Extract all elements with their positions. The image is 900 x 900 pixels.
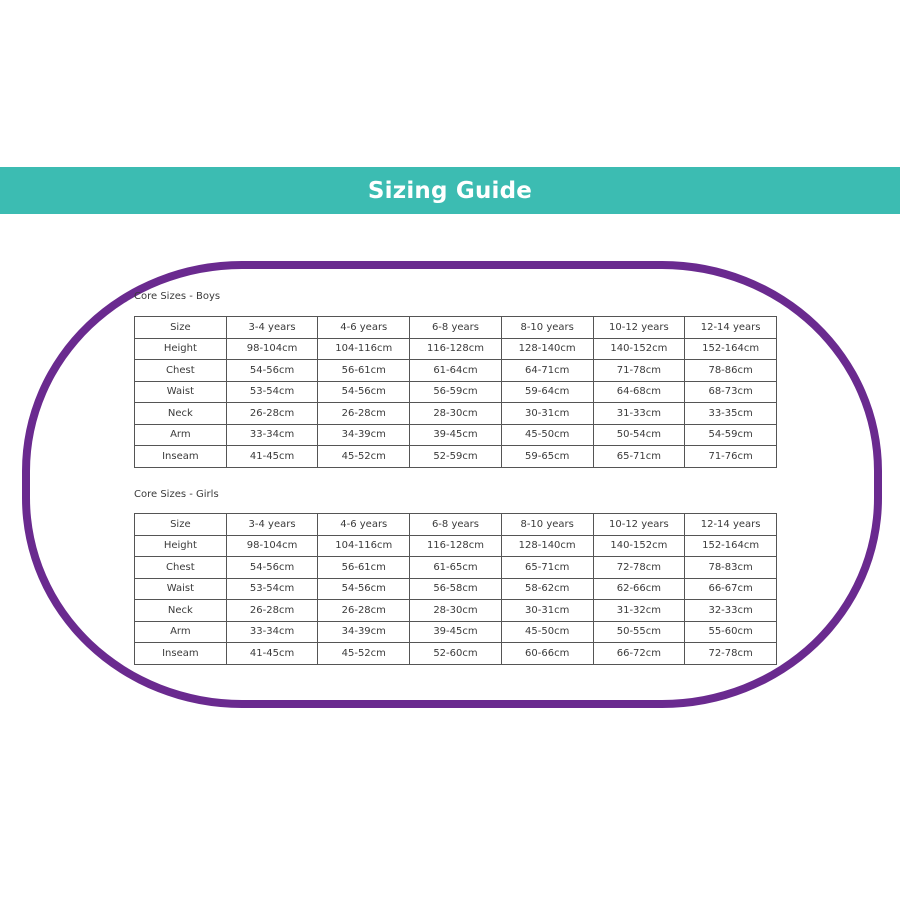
table-cell: 28-30cm [410,403,502,425]
row-label-cell: Arm [135,424,227,446]
table-cell: 30-31cm [501,403,593,425]
table-row [135,338,777,360]
header-cell: 6-8 years [410,514,502,536]
table-cell: 140-152cm [593,535,685,557]
table-cell: 56-58cm [410,578,502,600]
table-cell: 45-52cm [318,446,410,468]
table-cell: 50-54cm [593,424,685,446]
page-title: Sizing Guide [367,177,533,204]
table-cell: 26-28cm [318,600,410,622]
table-cell: 34-39cm [318,621,410,643]
table-cell: 116-128cm [410,338,502,360]
table-cell: 50-55cm [593,621,685,643]
row-label-cell: Neck [135,600,227,622]
table-cell: 60-66cm [501,643,593,665]
table-row [135,535,777,557]
girls-table-title: Core Sizes - Girls [134,489,219,500]
table-cell: 61-65cm [410,557,502,579]
header-cell: 4-6 years [318,514,410,536]
table-cell: 66-67cm [685,578,777,600]
table-row [135,557,777,579]
header-cell: 4-6 years [318,317,410,339]
row-label-cell: Inseam [135,643,227,665]
table-cell: 66-72cm [593,643,685,665]
table-cell: 53-54cm [226,381,318,403]
table-cell: 62-66cm [593,578,685,600]
table-cell: 58-62cm [501,578,593,600]
table-cell: 61-64cm [410,360,502,382]
table-cell: 152-164cm [685,535,777,557]
table-cell: 64-68cm [593,381,685,403]
table-cell: 33-34cm [226,424,318,446]
table-cell: 56-61cm [318,360,410,382]
table-cell: 31-32cm [593,600,685,622]
header-cell: Size [135,317,227,339]
table-cell: 31-33cm [593,403,685,425]
table-cell: 64-71cm [501,360,593,382]
table-cell: 54-56cm [318,578,410,600]
table-row [135,381,777,403]
table-row [135,643,777,665]
table-cell: 52-60cm [410,643,502,665]
table-cell: 28-30cm [410,600,502,622]
table-cell: 41-45cm [226,643,318,665]
boys-table-title: Core Sizes - Boys [134,291,221,302]
row-label-cell: Chest [135,360,227,382]
table-row [135,446,777,468]
table-row [135,403,777,425]
header-cell: 10-12 years [593,317,685,339]
table-cell: 54-59cm [685,424,777,446]
table-cell: 41-45cm [226,446,318,468]
table-cell: 54-56cm [226,557,318,579]
table-cell: 71-76cm [685,446,777,468]
table-cell: 128-140cm [501,338,593,360]
table-row [135,578,777,600]
header-cell: 12-14 years [685,317,777,339]
row-label-cell: Waist [135,381,227,403]
girls-size-table [134,513,777,665]
row-label-cell: Arm [135,621,227,643]
table-cell: 78-83cm [685,557,777,579]
table-row [135,621,777,643]
table-cell: 71-78cm [593,360,685,382]
table-cell: 33-34cm [226,621,318,643]
table-cell: 54-56cm [226,360,318,382]
table-cell: 53-54cm [226,578,318,600]
table-cell: 56-59cm [410,381,502,403]
table-cell: 52-59cm [410,446,502,468]
row-label-cell: Chest [135,557,227,579]
row-label-cell: Height [135,535,227,557]
table-header-row [135,514,777,536]
table-cell: 116-128cm [410,535,502,557]
table-cell: 98-104cm [226,338,318,360]
row-label-cell: Waist [135,578,227,600]
table-cell: 30-31cm [501,600,593,622]
table-cell: 26-28cm [226,600,318,622]
table-cell: 140-152cm [593,338,685,360]
table-row [135,600,777,622]
header-cell: 8-10 years [501,317,593,339]
header-cell: 3-4 years [226,514,318,536]
table-cell: 45-52cm [318,643,410,665]
table-cell: 152-164cm [685,338,777,360]
table-cell: 59-65cm [501,446,593,468]
table-header-row [135,317,777,339]
title-banner [0,167,900,214]
header-cell: 6-8 years [410,317,502,339]
table-cell: 104-116cm [318,535,410,557]
table-cell: 59-64cm [501,381,593,403]
header-cell: 8-10 years [501,514,593,536]
header-cell: 3-4 years [226,317,318,339]
header-cell: 12-14 years [685,514,777,536]
table-cell: 26-28cm [226,403,318,425]
table-cell: 56-61cm [318,557,410,579]
table-cell: 65-71cm [593,446,685,468]
table-cell: 32-33cm [685,600,777,622]
table-cell: 68-73cm [685,381,777,403]
row-label-cell: Height [135,338,227,360]
table-cell: 65-71cm [501,557,593,579]
boys-size-table [134,316,777,468]
table-cell: 104-116cm [318,338,410,360]
table-cell: 98-104cm [226,535,318,557]
table-cell: 33-35cm [685,403,777,425]
table-cell: 128-140cm [501,535,593,557]
table-cell: 26-28cm [318,403,410,425]
table-cell: 72-78cm [593,557,685,579]
table-cell: 45-50cm [501,424,593,446]
table-cell: 78-86cm [685,360,777,382]
table-cell: 72-78cm [685,643,777,665]
header-cell: Size [135,514,227,536]
table-cell: 39-45cm [410,424,502,446]
header-cell: 10-12 years [593,514,685,536]
row-label-cell: Inseam [135,446,227,468]
table-cell: 39-45cm [410,621,502,643]
table-row [135,360,777,382]
table-cell: 34-39cm [318,424,410,446]
table-cell: 54-56cm [318,381,410,403]
table-row [135,424,777,446]
table-cell: 55-60cm [685,621,777,643]
table-cell: 45-50cm [501,621,593,643]
row-label-cell: Neck [135,403,227,425]
